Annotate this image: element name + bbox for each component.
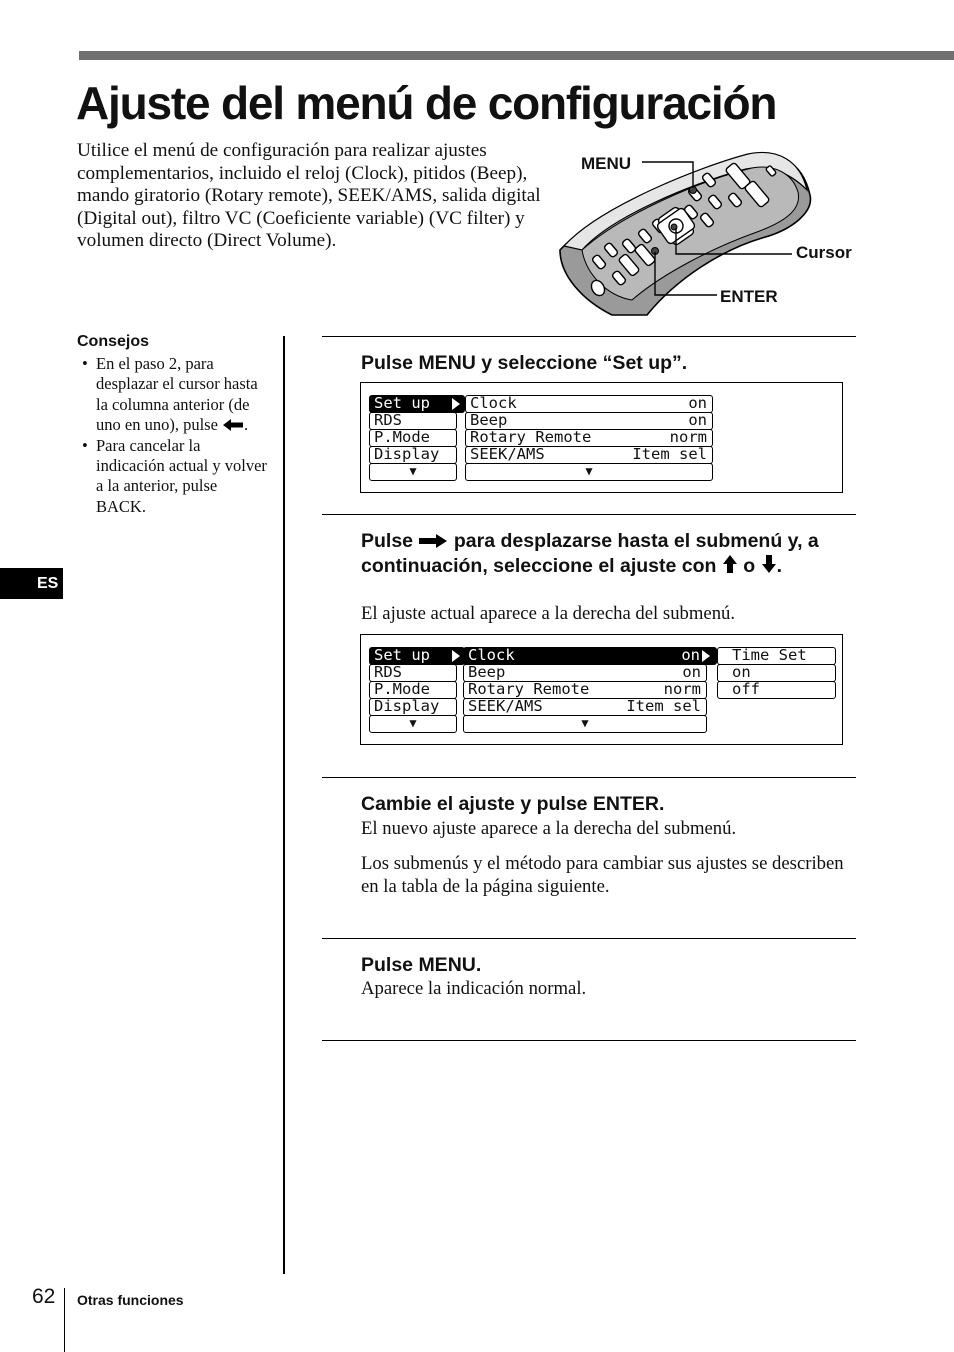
lcd-menu-item: Set up [369,395,465,413]
lcd-item-seek: SEEK/AMS Item sel [465,446,713,464]
tips-title: Consejos [77,333,150,350]
tip-item: • Para cancelar la indicación actual y volver a la anterior, pulse BACK. [77,436,267,518]
lcd-item-clock: Clock on [463,647,717,665]
section-name: Otras funciones [77,1292,184,1308]
step3-heading: Cambie el ajuste y pulse ENTER. [361,793,665,815]
arrow-right-icon [701,649,711,663]
step-divider [322,777,856,778]
lcd-item-rotary: Rotary Remote norm [463,681,707,699]
arrow-up-icon [722,554,738,574]
page-title: Ajuste del menú de configuración [76,77,777,129]
arrow-right-icon [418,533,448,549]
lcd-display-2 [360,634,843,745]
lcd-item-clock: Clock on [465,395,713,413]
intro-paragraph: Utilice el menú de configuración para realizar ajustes complementarios, incluido el reloj (Clock), pitidos (Beep), mando giratorio (Rotary remote), SEEK/AMS, salida digital (Digital out), filtro VC (Coeficiente variable) (VC filter) y volumen directo (Direct Volume). [77,140,541,252]
step-divider [322,336,856,337]
arrow-right-icon [451,649,461,663]
enter-label: ENTER [720,287,778,306]
lcd-menu-item: Set up [369,647,465,665]
lcd-item-seek: SEEK/AMS Item sel [463,698,707,716]
step2-heading: Pulse para desplazarse hasta el submenú y, a continuación, seleccione el ajuste con o . [361,530,819,577]
lcd-down-arrow: ▼ [463,715,707,733]
arrow-right-icon [451,397,461,411]
lcd-sub-item: Time Set [717,647,836,665]
arrow-left-icon [222,418,244,432]
step4-text: Aparece la indicación normal. [361,978,587,999]
step3-text-1: El nuevo ajuste aparece a la derecha del submenú. [361,818,737,839]
tip-item: • En el paso 2, para desplazar el cursor hasta la columna anterior (de uno en uno), pulse . [77,354,267,436]
lcd-menu-item: Display [369,446,457,464]
lcd-down-arrow: ▼ [465,463,713,481]
menu-label: MENU [581,154,632,173]
tips-list [77,354,267,517]
step-divider [322,1040,856,1041]
lcd-item-beep: Beep on [465,412,713,430]
lcd-menu-item: P.Mode [369,429,457,447]
step2-text: El ajuste actual aparece a la derecha del submenú. [361,603,736,624]
column-divider [283,336,285,1274]
lcd-sub-item: off [717,681,836,699]
step-divider [322,938,856,939]
step1-heading: Pulse MENU y seleccione “Set up”. [361,352,688,374]
cursor-label: Cursor [796,243,852,262]
lcd-item-beep: Beep on [463,664,707,682]
lcd-menu-item: RDS [369,412,457,430]
step4-heading: Pulse MENU. [361,954,482,976]
page-number: 62 [32,1285,56,1308]
arrow-down-icon [761,554,777,574]
header-bar [79,51,954,60]
lcd-menu-item: Display [369,698,457,716]
language-tab: ES [0,568,63,599]
step-divider [322,514,856,515]
lcd-item-rotary: Rotary Remote norm [465,429,713,447]
lcd-down-arrow: ▼ [369,463,457,481]
footer-divider [64,1288,65,1352]
step3-text-2: Los submenús y el método para cambiar sus ajustes se describen en la tabla de la página siguiente. [361,853,844,897]
lcd-menu-item: RDS [369,664,457,682]
lcd-sub-item: on [717,664,836,682]
lcd-down-arrow: ▼ [369,715,457,733]
lcd-display-1 [360,382,843,493]
lcd-menu-item: P.Mode [369,681,457,699]
